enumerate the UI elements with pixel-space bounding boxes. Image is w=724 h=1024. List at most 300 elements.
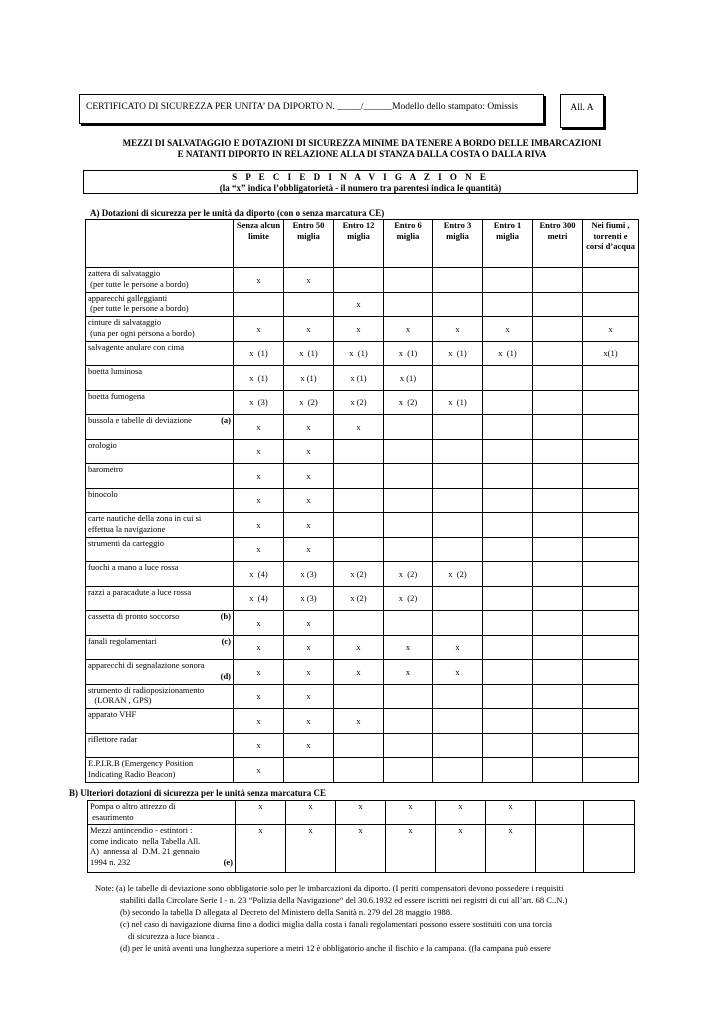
- table-cell: [284, 292, 334, 317]
- row-label-line: salvagente anulare con cima: [88, 341, 185, 352]
- certificate-header: [79, 94, 544, 124]
- table-cell: [384, 488, 433, 513]
- table-row: [86, 586, 639, 611]
- certificate-text: CERTIFICATO DI SICUREZZA PER UNITA’ DA DIPORTO N. _____/______Modello dello stampato: Omissis: [86, 102, 518, 112]
- table-cell: x: [336, 801, 386, 825]
- table-row: [86, 537, 639, 562]
- table-cell: x (2): [334, 586, 384, 611]
- table-row: [86, 317, 639, 342]
- row-label-line: strumenti da carteggio: [88, 537, 165, 548]
- header-col-3: Entro 6 miglia: [384, 220, 433, 268]
- row-label: [86, 562, 234, 587]
- table-cell: [483, 562, 533, 587]
- table-cell: [384, 292, 433, 317]
- table-cell: [483, 586, 533, 611]
- table-cell: [433, 292, 483, 317]
- row-label-line: zattera di salvataggio: [88, 268, 161, 278]
- table-cell: [433, 464, 483, 489]
- table-cell: [533, 709, 583, 734]
- row-label: [86, 439, 234, 464]
- table-cell: x (2): [284, 390, 334, 415]
- table-cell: x: [284, 513, 334, 538]
- table-cell: x: [234, 537, 284, 562]
- table-cell: [533, 415, 583, 440]
- note-reference: (d): [220, 670, 231, 681]
- note-line: (d) per le unità aventi una lunghezza superiore a metri 12 è obbligatorio anche il fischio e la campana. ((la campana può essere: [120, 943, 551, 953]
- table-row: [86, 733, 639, 758]
- row-label-line: A) annessa al D.M. 21 gennaio: [90, 846, 200, 856]
- table-cell: x: [234, 709, 284, 734]
- table-row: [86, 390, 639, 415]
- table-cell: [483, 635, 533, 660]
- row-label: [86, 635, 234, 660]
- row-label: [86, 513, 234, 538]
- section-a-table: [85, 219, 639, 783]
- attachment-label: All. A: [570, 103, 594, 113]
- table-cell: x (1): [433, 341, 483, 366]
- row-label: [88, 801, 236, 825]
- notes: [95, 882, 655, 954]
- table-cell: x: [234, 415, 284, 440]
- note-line: (b) secondo la tabella D allegata al Decreto del Ministero della Sanità n. 279 del 28 maggio 1988.: [120, 907, 453, 917]
- table-cell: [483, 415, 533, 440]
- header-col-0: Senza alcun limite: [234, 220, 284, 268]
- table-cell: x: [436, 801, 486, 825]
- table-cell: x (1): [483, 341, 533, 366]
- table-cell: x: [236, 825, 286, 873]
- table-row: [86, 415, 639, 440]
- table-cell: x: [384, 317, 433, 342]
- row-label-line: razzi a paracadute a luce rossa: [88, 586, 192, 597]
- table-cell: x: [386, 825, 436, 873]
- table-cell: [433, 513, 483, 538]
- note-reference: (b): [220, 611, 231, 621]
- table-cell: x (1): [334, 341, 384, 366]
- table-cell: x: [433, 635, 483, 660]
- table-cell: [533, 562, 583, 587]
- section-a-title: A) Dotazioni di sicurezza per le unità da diporto (con o senza marcatura CE): [90, 208, 385, 218]
- table-cell: x (1): [334, 366, 384, 391]
- table-cell: x (2): [334, 390, 384, 415]
- table-cell: [334, 268, 384, 293]
- table-row: [86, 292, 639, 317]
- table-cell: [384, 415, 433, 440]
- note-line: di sicurezza a luce bianca .: [128, 931, 220, 941]
- table-cell: [384, 513, 433, 538]
- table-cell: [583, 709, 639, 734]
- table-cell: x: [234, 733, 284, 758]
- table-cell: [433, 415, 483, 440]
- row-label-line: strumento di radioposizionamento: [88, 684, 205, 695]
- table-cell: x: [483, 317, 533, 342]
- header-col-1: Entro 50 miglia: [284, 220, 334, 268]
- section-b-body: [88, 801, 635, 873]
- table-cell: [583, 562, 639, 587]
- table-cell: x: [433, 317, 483, 342]
- row-label-line: (c) fanali regolamentari: [88, 635, 231, 646]
- table-cell: x: [234, 317, 284, 342]
- table-cell: [533, 733, 583, 758]
- table-cell: [483, 268, 533, 293]
- table-cell: [583, 758, 639, 783]
- table-cell: [583, 464, 639, 489]
- table-cell: [433, 586, 483, 611]
- table-cell: [533, 390, 583, 415]
- table-cell: x: [334, 635, 384, 660]
- table-cell: [583, 439, 639, 464]
- table-cell: [284, 758, 334, 783]
- table-cell: [584, 801, 635, 825]
- row-label: [86, 733, 234, 758]
- table-cell: [483, 733, 533, 758]
- table-cell: x: [284, 733, 334, 758]
- row-label-line: (per tutte le persone a bordo): [88, 303, 189, 313]
- table-row: [86, 488, 639, 513]
- note-reference: (e): [223, 856, 233, 867]
- header-col-5: Entro 1 miglia: [483, 220, 533, 268]
- table-cell: [583, 684, 639, 709]
- table-cell: x (2): [384, 390, 433, 415]
- table-cell: [433, 268, 483, 293]
- table-cell: [334, 611, 384, 636]
- table-cell: x (2): [433, 562, 483, 587]
- table-cell: [483, 758, 533, 783]
- table-row: [86, 439, 639, 464]
- row-label: [86, 586, 234, 611]
- row-label: [86, 366, 234, 391]
- row-label: [86, 709, 234, 734]
- table-cell: x (3): [234, 390, 284, 415]
- table-cell: x: [284, 537, 334, 562]
- row-label-line: Pompa o altro attrezzo di: [90, 801, 176, 811]
- table-cell: [384, 709, 433, 734]
- row-label-line: (a) bussola e tabelle di deviazione: [88, 415, 231, 425]
- table-cell: [384, 758, 433, 783]
- row-label-line: carte nautiche della zona in cui si: [88, 513, 202, 523]
- table-cell: x: [234, 268, 284, 293]
- table-cell: [583, 660, 639, 685]
- row-label-line: (per tutte le persone a bordo): [88, 278, 189, 289]
- table-cell: x: [234, 488, 284, 513]
- note-reference: (a): [221, 415, 231, 425]
- table-cell: x: [234, 684, 284, 709]
- table-cell: x: [336, 825, 386, 873]
- row-label-line: come indicato nella Tabella All.: [90, 835, 201, 846]
- row-label: [86, 341, 234, 366]
- table-cell: x: [284, 317, 334, 342]
- table-cell: x: [334, 709, 384, 734]
- row-label-line: boetta luminosa: [88, 366, 143, 376]
- table-row: [88, 825, 635, 873]
- table-cell: [433, 733, 483, 758]
- table-cell: [483, 390, 533, 415]
- table-cell: [533, 758, 583, 783]
- row-label-line: apparecchi galleggianti: [88, 292, 168, 303]
- table-cell: [384, 439, 433, 464]
- row-label: [86, 488, 234, 513]
- table-cell: [384, 464, 433, 489]
- table-cell: [583, 733, 639, 758]
- navigation-type-box: [83, 170, 638, 194]
- row-label-line: orologio: [88, 439, 117, 450]
- table-cell: [583, 366, 639, 391]
- table-cell: x: [334, 415, 384, 440]
- table-cell: x (1): [284, 341, 334, 366]
- table-cell: [433, 684, 483, 709]
- table-cell: x: [286, 801, 336, 825]
- table-cell: x: [583, 317, 639, 342]
- table-cell: [483, 292, 533, 317]
- row-label-line: fuochi a mano a luce rossa: [88, 562, 179, 572]
- table-row: [86, 709, 639, 734]
- table-cell: [433, 439, 483, 464]
- table-cell: x (1): [384, 366, 433, 391]
- section-a-body: [86, 268, 639, 783]
- table-cell: x: [284, 660, 334, 685]
- table-cell: [334, 733, 384, 758]
- table-cell: [583, 537, 639, 562]
- row-label: [86, 758, 234, 783]
- table-cell: x: [284, 488, 334, 513]
- table-cell: x (2): [384, 586, 433, 611]
- table-cell: [533, 488, 583, 513]
- table-cell: x: [284, 439, 334, 464]
- table-cell: [483, 537, 533, 562]
- row-label-line: 1994 n. 232: [90, 856, 131, 867]
- table-cell: [583, 611, 639, 636]
- row-label-line: E.P.I.R.B (Emergency Position: [88, 758, 194, 768]
- note-line: Note: (a) le tabelle di deviazione sono obbligatorie solo per le imbarcazioni da diporto. (I periti compensatori devono possedere i requisiti: [95, 883, 564, 893]
- table-row: [86, 513, 639, 538]
- table-cell: [433, 709, 483, 734]
- table-cell: [483, 366, 533, 391]
- table-cell: [433, 758, 483, 783]
- table-cell: x (1): [234, 366, 284, 391]
- table-cell: x: [433, 660, 483, 685]
- table-cell: [334, 488, 384, 513]
- table-cell: x: [486, 801, 536, 825]
- table-row: [86, 611, 639, 636]
- header-col-6: Entro 300 metri: [533, 220, 583, 268]
- row-label: [86, 390, 234, 415]
- table-cell: x: [234, 439, 284, 464]
- table-cell: x: [334, 660, 384, 685]
- table-cell: [334, 537, 384, 562]
- table-row: [88, 801, 635, 825]
- table-cell: [483, 684, 533, 709]
- table-cell: [334, 684, 384, 709]
- table-cell: [483, 439, 533, 464]
- table-cell: [533, 366, 583, 391]
- table-cell: [533, 586, 583, 611]
- table-cell: [483, 488, 533, 513]
- table-cell: [384, 537, 433, 562]
- table-cell: x (3): [284, 586, 334, 611]
- table-cell: [583, 488, 639, 513]
- title-line-1: MEZZI DI SALVATAGGIO E DOTAZIONI DI SICUREZZA MINIME DA TENERE A BORDO DELLE IMBARCAZIONI: [122, 138, 602, 148]
- table-cell: [583, 268, 639, 293]
- table-cell: [533, 611, 583, 636]
- table-cell: [483, 464, 533, 489]
- table-cell: [384, 684, 433, 709]
- table-cell: x (1): [384, 341, 433, 366]
- row-label-line: Mezzi antincendio - estintori :: [90, 825, 193, 835]
- row-label: [86, 537, 234, 562]
- table-cell: x: [284, 709, 334, 734]
- row-label: [86, 292, 234, 317]
- table-cell: [433, 488, 483, 513]
- table-cell: [584, 825, 635, 873]
- table-cell: x: [234, 660, 284, 685]
- table-cell: x(1): [583, 341, 639, 366]
- section-b-title: B) Ulteriori dotazioni di sicurezza per le unità senza marcatura CE: [69, 788, 326, 798]
- table-cell: x: [234, 611, 284, 636]
- row-label-line: Indicating Radio Beacon): [88, 768, 176, 779]
- table-cell: x: [334, 292, 384, 317]
- header-blank: [86, 220, 234, 268]
- note-line: stabiliti dalla Circolare Serie I - n. 23 “Polizia della Navigazione“ del 30.6.1932 ed essere iscritti nei registri di cui all’art. 68 C..N.): [120, 895, 568, 905]
- table-cell: [384, 733, 433, 758]
- table-cell: [533, 439, 583, 464]
- table-cell: [533, 513, 583, 538]
- table-cell: [533, 317, 583, 342]
- table-cell: [533, 341, 583, 366]
- navigation-type-subtitle: (la “x” indica l’obbligatorietà - il numero tra parentesi indica le quantità): [219, 183, 502, 193]
- table-cell: x: [236, 801, 286, 825]
- table-cell: x: [384, 660, 433, 685]
- table-cell: [433, 611, 483, 636]
- note-reference: (c): [221, 635, 231, 646]
- table-cell: x: [234, 635, 284, 660]
- attachment-box: [560, 94, 604, 128]
- row-label-line: apparato VHF: [88, 709, 137, 719]
- table-cell: x: [384, 635, 433, 660]
- table-cell: x: [386, 801, 436, 825]
- table-cell: x: [284, 611, 334, 636]
- table-row: [86, 562, 639, 587]
- header-col-2: Entro 12 miglia: [334, 220, 384, 268]
- title-line-2: E NATANTI DIPORTO IN RELAZIONE ALLA DI STANZA DALLA COSTA O DALLA RIVA: [177, 149, 547, 159]
- table-cell: [433, 537, 483, 562]
- row-label-line: (b) cassetta di pronto soccorso: [88, 611, 231, 621]
- table-row: [86, 758, 639, 783]
- row-label-line: cinture di salvataggio: [88, 317, 162, 327]
- table-cell: [384, 611, 433, 636]
- table-cell: x (4): [234, 586, 284, 611]
- page-title: [90, 138, 634, 160]
- table-cell: [583, 292, 639, 317]
- row-label: [86, 317, 234, 342]
- table-cell: [334, 464, 384, 489]
- table-cell: [334, 439, 384, 464]
- table-cell: [536, 825, 584, 873]
- table-header-row: [86, 220, 639, 268]
- row-label: [86, 611, 234, 636]
- table-cell: [533, 292, 583, 317]
- table-cell: [334, 758, 384, 783]
- table-cell: [533, 635, 583, 660]
- table-cell: x: [234, 513, 284, 538]
- table-cell: [583, 586, 639, 611]
- row-label: [86, 415, 234, 440]
- table-cell: x: [284, 268, 334, 293]
- table-cell: x (2): [334, 562, 384, 587]
- row-label-line: riflettore radar: [88, 733, 138, 744]
- table-cell: x: [234, 758, 284, 783]
- table-cell: x: [436, 825, 486, 873]
- table-cell: x (1): [433, 390, 483, 415]
- table-cell: [384, 268, 433, 293]
- table-cell: [533, 660, 583, 685]
- table-cell: x: [284, 635, 334, 660]
- row-label-line: esaurimento: [90, 811, 134, 822]
- header-col-7: Nei fiumi , torrenti e corsi d’acqua: [583, 220, 639, 268]
- table-cell: [533, 537, 583, 562]
- row-label-line: (una per ogni persona a bordo): [88, 327, 195, 338]
- table-row: [86, 660, 639, 685]
- table-cell: x (3): [284, 562, 334, 587]
- table-cell: x: [234, 464, 284, 489]
- row-label: [86, 684, 234, 709]
- table-cell: x (1): [284, 366, 334, 391]
- table-cell: x: [486, 825, 536, 873]
- table-row: [86, 684, 639, 709]
- row-label-line: apparecchi di segnalazione sonora: [88, 660, 205, 670]
- navigation-type-title: S P E C I E D I N A V I G A Z I O N E: [232, 172, 489, 182]
- table-row: [86, 464, 639, 489]
- table-cell: x: [284, 464, 334, 489]
- table-cell: x: [284, 415, 334, 440]
- table-cell: [583, 635, 639, 660]
- row-label-line: (LORAN , GPS): [88, 695, 152, 705]
- table-row: [86, 268, 639, 293]
- table-cell: [483, 660, 533, 685]
- row-label: [86, 268, 234, 293]
- row-label: [86, 464, 234, 489]
- section-b-table: [87, 800, 635, 873]
- table-cell: x: [334, 317, 384, 342]
- table-cell: x (1): [234, 341, 284, 366]
- table-row: [86, 341, 639, 366]
- table-cell: x (2): [384, 562, 433, 587]
- row-label-line: effettua la navigazione: [88, 523, 166, 534]
- note-line: (c) nel caso di navigazione diurna fino a dodici miglia dalla costa i fanali regolamentari possono essere sostituiti con una torcia: [120, 919, 552, 929]
- row-label-line: barometro: [88, 464, 123, 474]
- table-cell: [533, 464, 583, 489]
- row-label-line: binocolo: [88, 488, 118, 499]
- table-cell: [583, 415, 639, 440]
- table-cell: [433, 366, 483, 391]
- table-cell: [533, 684, 583, 709]
- table-cell: [334, 513, 384, 538]
- table-cell: x: [286, 825, 336, 873]
- table-cell: x (4): [234, 562, 284, 587]
- table-cell: [234, 292, 284, 317]
- table-cell: [483, 709, 533, 734]
- row-label: [86, 660, 234, 685]
- header-col-4: Entro 3 miglia: [433, 220, 483, 268]
- table-cell: [483, 513, 533, 538]
- table-cell: x: [284, 684, 334, 709]
- table-row: [86, 635, 639, 660]
- table-cell: [536, 801, 584, 825]
- table-row: [86, 366, 639, 391]
- row-label: [88, 825, 236, 873]
- table-cell: [583, 513, 639, 538]
- table-cell: [533, 268, 583, 293]
- table-cell: [483, 611, 533, 636]
- table-cell: [583, 390, 639, 415]
